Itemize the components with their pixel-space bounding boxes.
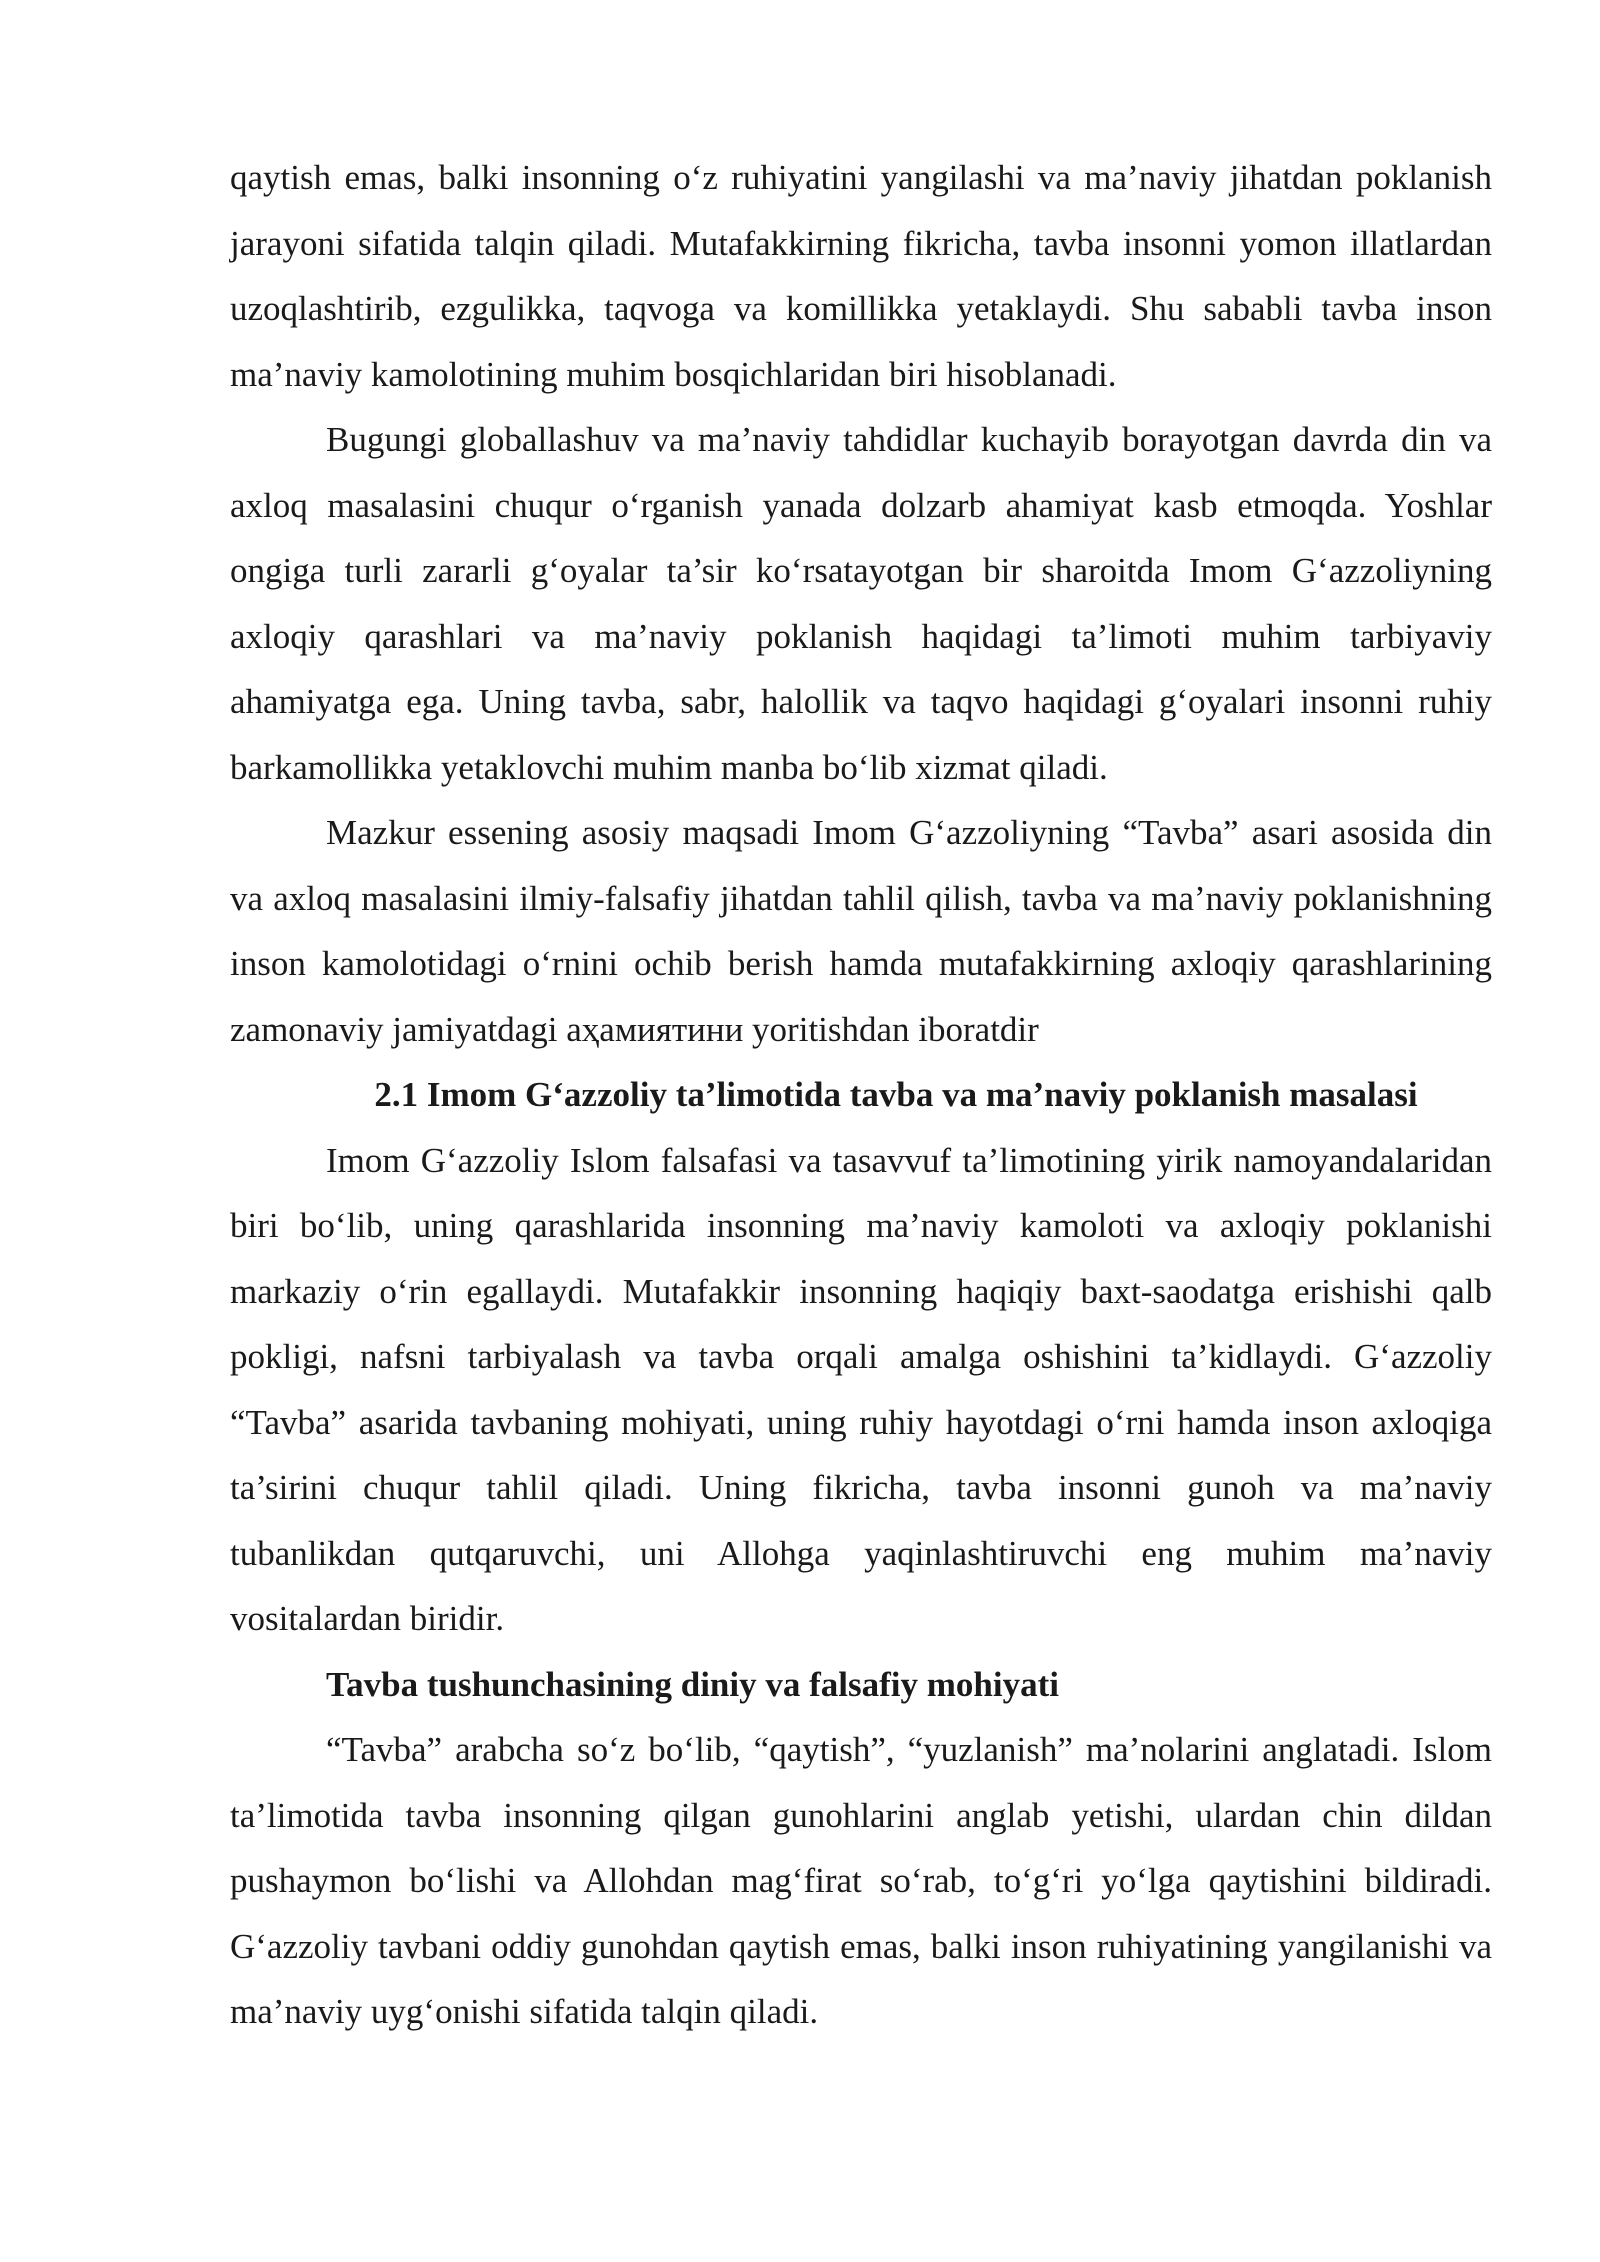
document-page	[230, 145, 1492, 2045]
paragraph-ghazali-intro: Imom G‘azzoliy Islom falsafasi va tasavvuf ta’limotining yirik namoyandalaridan biri bo‘lib, uning qarashlarida insonning ma’naviy kamoloti va axloqiy poklanishi markaziy o‘rin egallaydi. Mutafakkir insonning haqiqiy baxt-saodatga erishishi qalb pokligi, nafsni tarbiyalash va tavba orqali amalga oshishini ta’kidlaydi. G‘azzoliy “Tavba” asarida tavbaning mohiyati, uning ruhiy hayotdagi o‘rni hamda inson axloqiga ta’sirini chuqur tahlil qiladi. Uning fikricha, tavba insonni gunoh va ma’naviy tubanlikdan qutqaruvchi, uni Allohga yaqinlashtiruvchi eng muhim ma’naviy vositalardan biridir.	[230, 1140, 1492, 1638]
paragraph-continuation: qaytish emas, balki insonning o‘z ruhiyatini yangilashi va ma’naviy jihatdan poklanish jarayoni sifatida talqin qiladi. Mutafakkirning fikricha, tavba insonni yomon illatlardan uzoqlashtirib, ezgulikka, taqvoga va komillikka yetaklaydi. Shu sababli tavba inson ma’naviy kamolotining muhim bosqichlaridan biri hisoblanadi.	[230, 158, 1492, 394]
paragraph-aim: Mazkur essening asosiy maqsadi Imom G‘azzoliyning “Tavba” asari asosida din va axloq masalasini ilmiy-falsafiy jihatdan tahlil qilish, tavba va ma’naviy poklanishning inson kamolotidagi o‘rnini ochib berish hamda mutafakkirning axloqiy qarashlarining zamonaviy jamiyatdagi аҳамиятини yoritishdan iboratdir	[230, 813, 1492, 1049]
section-heading: 2.1 Imom G‘azzoliy ta’limotida tavba va ma’naviy poklanish masalasi	[374, 1075, 1418, 1114]
paragraph-tavba-definition: “Tavba” arabcha so‘z bo‘lib, “qaytish”, “yuzlanish” ma’nolarini anglatadi. Islom ta’limotida tavba insonning qilgan gunohlarini anglab yetishi, ulardan chin dildan pushaymon bo‘lishi va Allohdan mag‘firat so‘rab, to‘g‘ri yo‘lga qaytishini bildiradi. G‘azzoliy tavbani oddiy gunohdan qaytish emas, balki inson ruhiyatining yangilanishi va ma’naviy uyg‘onishi sifatida talqin qiladi.	[230, 1730, 1492, 2031]
subsection-heading: Tavba tushunchasining diniy va falsafiy mohiyati	[326, 1664, 1059, 1704]
paragraph-relevance: Bugungi globallashuv va ma’naviy tahdidlar kuchayib borayotgan davrda din va axloq masalasini chuqur o‘rganish yanada dolzarb ahamiyat kasb etmoqda. Yoshlar ongiga turli zararli g‘oyalar ta’sir ko‘rsatayotgan bir sharoitda Imom G‘azzoliyning axloqiy qarashlari va ma’naviy poklanish haqidagi ta’limoti muhim tarbiyaviy ahamiyatga ega. Uning tavba, sabr, halollik va taqvo haqidagi g‘oyalari insonni ruhiy barkamollikka yetaklovchi muhim manba bo‘lib xizmat qiladi.	[230, 420, 1492, 787]
